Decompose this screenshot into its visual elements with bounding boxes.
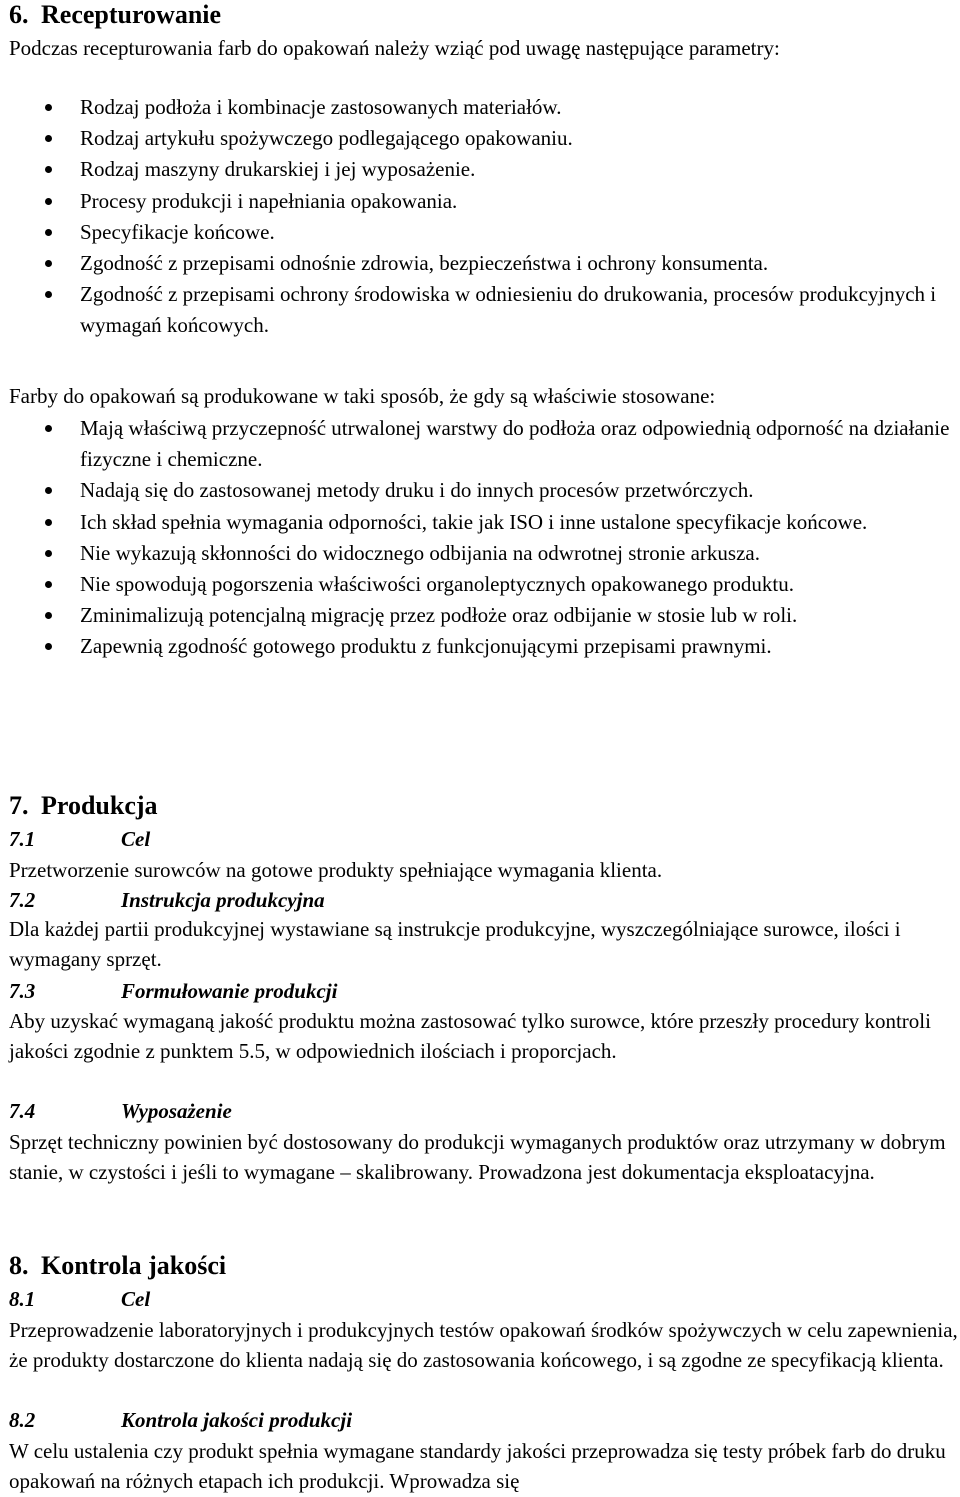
subsection-text: Dla każdej partii produkcyjnej wystawiane są instrukcje produkcyjne, wyszczególniające surowce, ilości i wymagany sprzęt. [9, 917, 901, 972]
subsection-heading: 8.1 Cel [9, 1287, 151, 1311]
subsection-text: Sprzęt techniczny powinien być dostosowany do produkcji wymaganych produktów oraz utrzymany w dobrym stanie, w czystości i jeśli to wymagane – skalibrowany. Prowadzona jest dokumentacja eksploatacyjna. [9, 1130, 946, 1185]
list-item: Rodzaj artykułu spożywczego podlegającego opakowaniu. [9, 123, 959, 154]
list-item: Nie spowodują pogorszenia właściwości organoleptycznych opakowanego produktu. [9, 569, 959, 600]
bullet-icon [45, 104, 52, 111]
section-8-heading [9, 1251, 226, 1281]
section-6-title: Recepturowanie [41, 0, 222, 29]
bullet-icon [45, 581, 52, 588]
list-item: Procesy produkcji i napełniania opakowania. [9, 186, 959, 217]
subsection-heading: 7.1 Cel [9, 827, 151, 851]
bullet-icon [45, 487, 52, 494]
bullet-icon [45, 198, 52, 205]
section-6-list [9, 92, 959, 342]
list-item: Nadają się do zastosowanej metody druku i do innych procesów przetwórczych. [9, 475, 959, 506]
bullet-icon [45, 229, 52, 236]
subsection-heading: 7.3 Formułowanie produkcji [9, 979, 338, 1003]
bullet-icon [45, 166, 52, 173]
subsection-text: Przeprowadzenie laboratoryjnych i produkcyjnych testów opakowań środków spożywczych w celu zapewnienia, że produkty dostarczone do klienta nadają się do zastosowania końcowego, i są zgodne ze specyfikacją klienta. [9, 1318, 958, 1373]
section-8-title: Kontrola jakości [41, 1251, 227, 1280]
subsection-heading: 7.4 Wyposażenie [9, 1099, 232, 1123]
subsection-text: Aby uzyskać wymaganą jakość produktu można zastosować tylko surowce, które przeszły procedury kontroli jakości zgodnie z punktem 5.5, w odpowiednich ilościach i proporcjach. [9, 1009, 931, 1064]
list-item: Mają właściwą przyczepność utrwalonej warstwy do podłoża oraz odpowiednią odporność na działanie fizyczne i chemiczne. [9, 413, 959, 475]
bullet-icon [45, 425, 52, 432]
section-7-title: Produkcja [41, 791, 158, 820]
bullet-icon [45, 260, 52, 267]
section-6-heading [9, 0, 221, 30]
bullet-icon [45, 643, 52, 650]
section-6-number: 6. [9, 0, 29, 29]
list-item: Zgodność z przepisami ochrony środowiska w odniesieniu do drukowania, procesów produkcyjnych i wymagań końcowych. [9, 279, 959, 341]
section-7-heading [9, 791, 158, 821]
list-item: Rodzaj maszyny drukarskiej i jej wyposażenie. [9, 154, 959, 185]
subsection-heading: 7.2 Instrukcja produkcyjna [9, 888, 325, 912]
bullet-icon [45, 135, 52, 142]
list-item: Zminimalizują potencjalną migrację przez podłoże oraz odbijanie w stosie lub w roli. [9, 600, 959, 631]
subsection-heading: 8.2 Kontrola jakości produkcji [9, 1408, 353, 1432]
section-7-number: 7. [9, 791, 29, 820]
subsection-text: W celu ustalenia czy produkt spełnia wymagane standardy jakości przeprowadza się testy próbek farb do druku opakowań na różnych etapach ich produkcji. Wprowadza się [9, 1439, 946, 1494]
section-6-paragraph-2: Farby do opakowań są produkowane w taki sposób, że gdy są właściwie stosowane: [9, 384, 716, 408]
list-item: Rodzaj podłoża i kombinacje zastosowanych materiałów. [9, 92, 959, 123]
bullet-icon [45, 550, 52, 557]
section-6-intro: Podczas recepturowania farb do opakowań należy wziąć pod uwagę następujące parametry: [9, 36, 780, 60]
list-item: Specyfikacje końcowe. [9, 217, 959, 248]
list-item: Nie wykazują skłonności do widocznego odbijania na odwrotnej stronie arkusza. [9, 538, 959, 569]
bullet-icon [45, 291, 52, 298]
bullet-icon [45, 612, 52, 619]
section-8-number: 8. [9, 1251, 29, 1280]
list-item: Ich skład spełnia wymagania odporności, takie jak ISO i inne ustalone specyfikacje końcowe. [9, 507, 959, 538]
list-item: Zapewnią zgodność gotowego produktu z funkcjonującymi przepisami prawnymi. [9, 631, 959, 662]
subsection-text: Przetworzenie surowców na gotowe produkty spełniające wymagania klienta. [9, 858, 663, 882]
bullet-icon [45, 519, 52, 526]
section-6-list-2 [9, 413, 959, 663]
list-item: Zgodność z przepisami odnośnie zdrowia, bezpieczeństwa i ochrony konsumenta. [9, 248, 959, 279]
